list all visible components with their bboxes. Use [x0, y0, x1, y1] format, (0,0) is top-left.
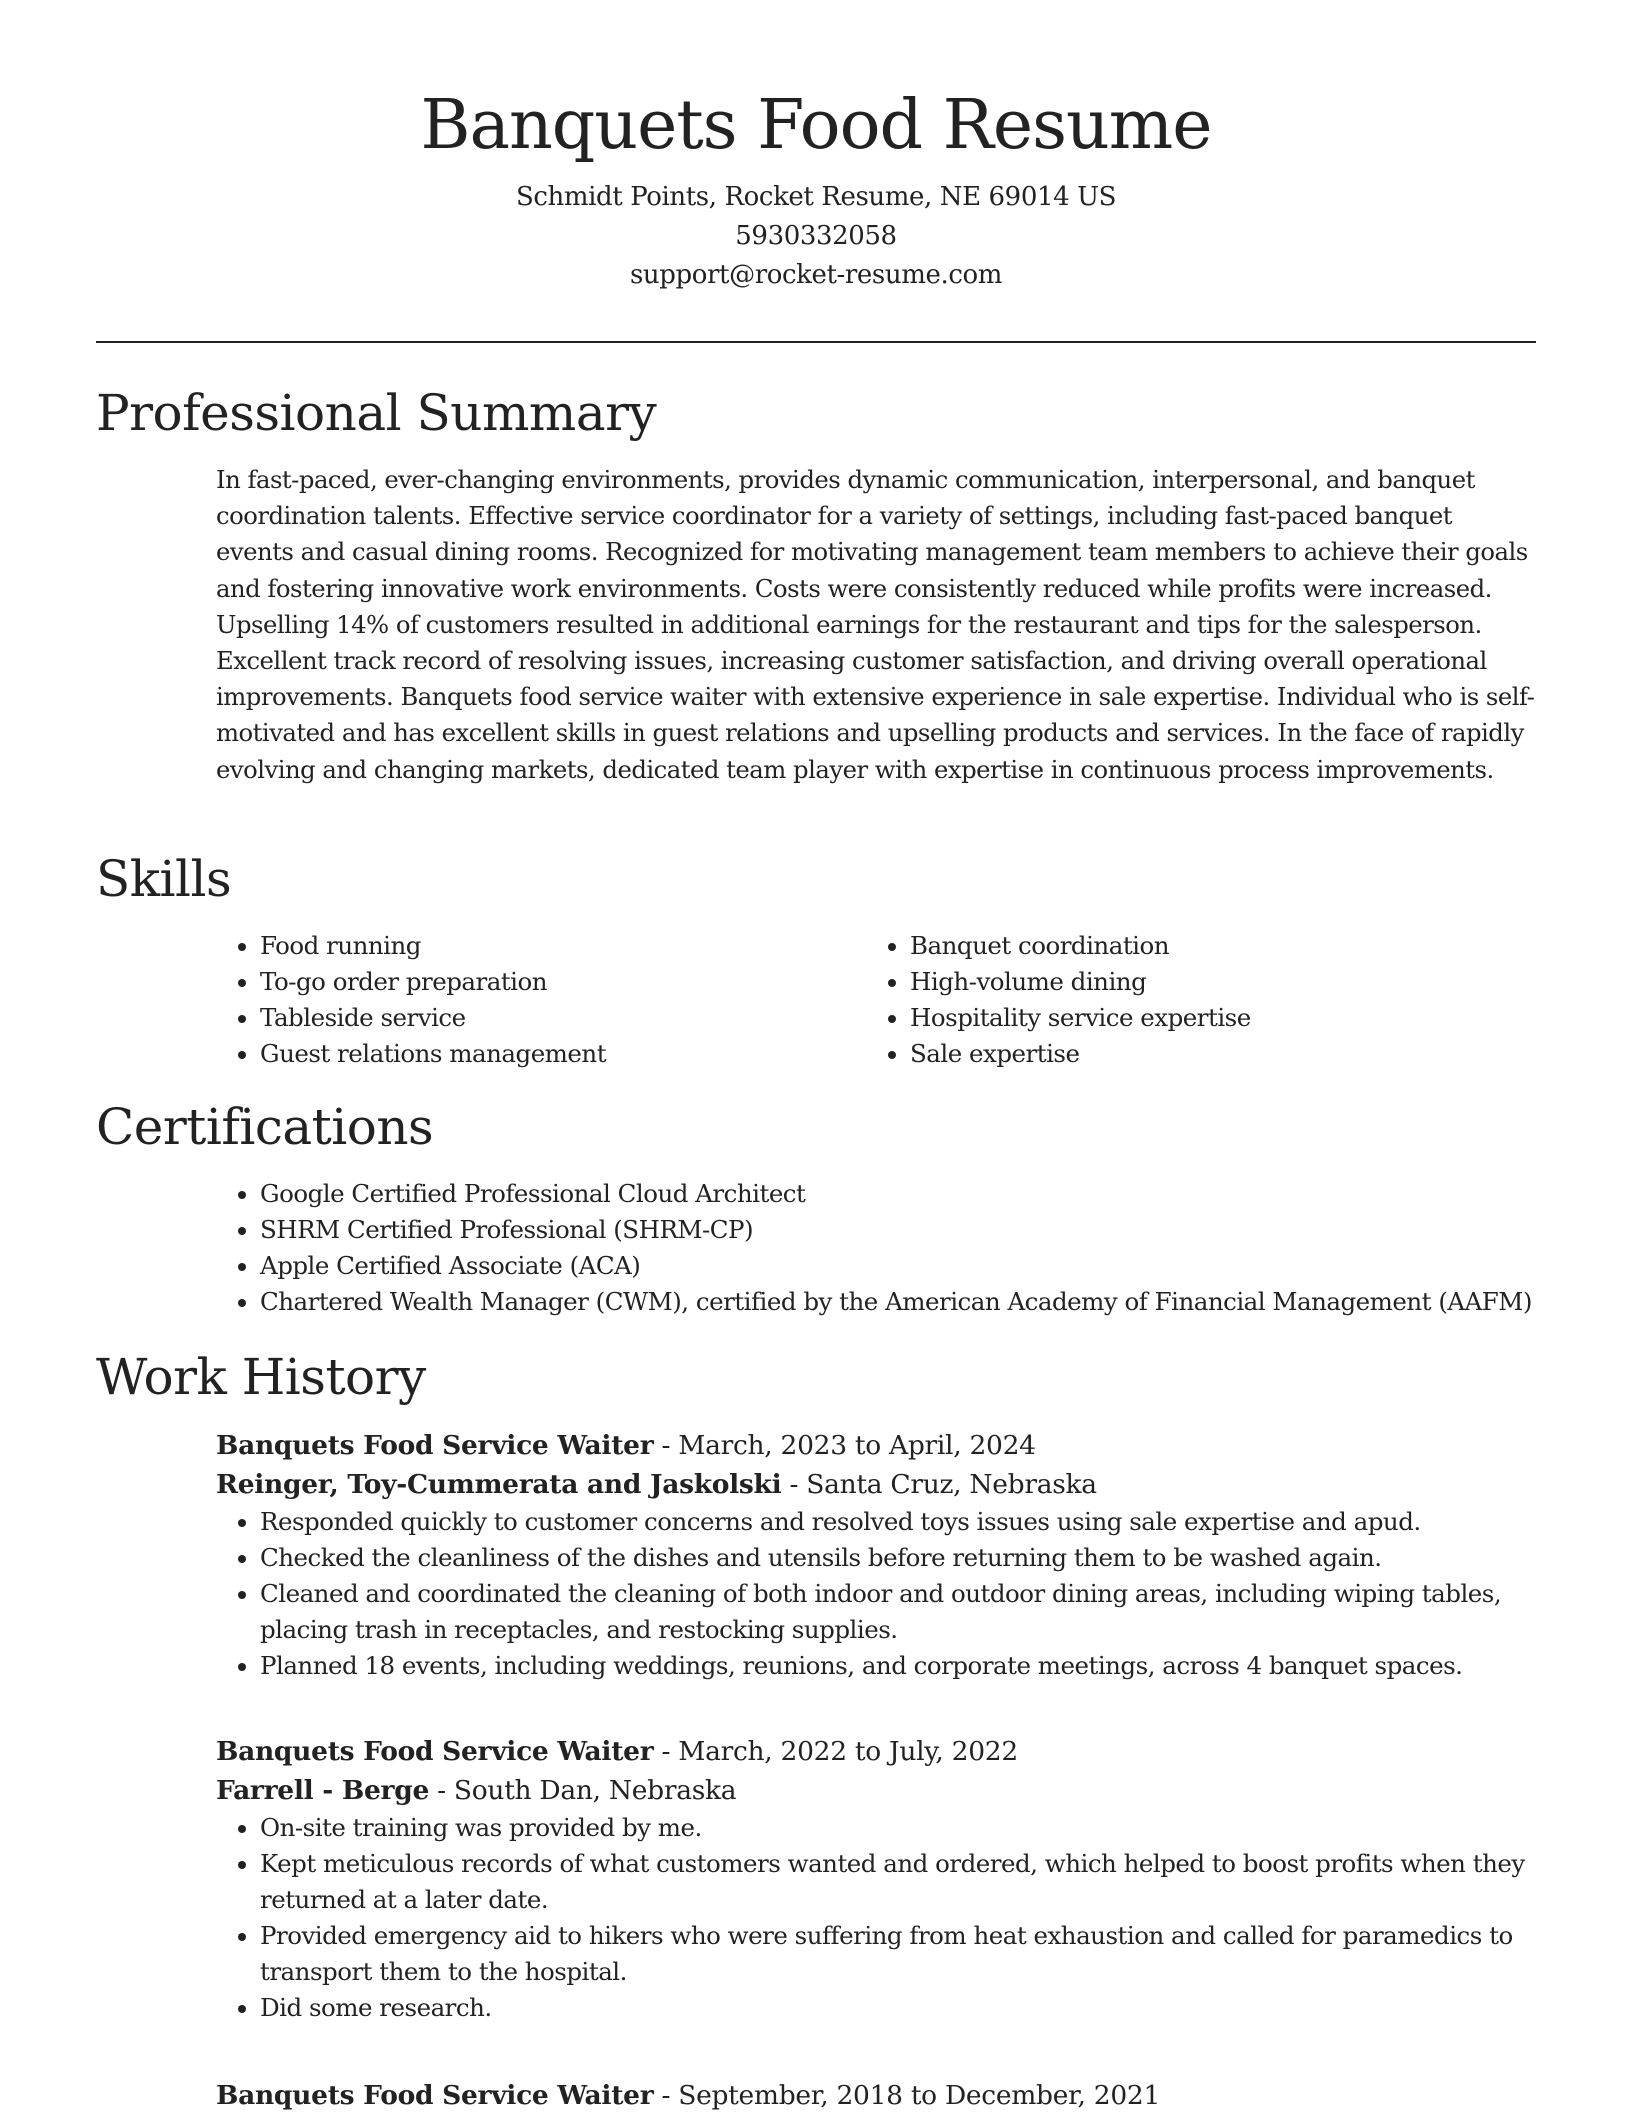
job-dates: - September, 2018 to December, 2021 [653, 2080, 1161, 2111]
skill-item: • Guest relations management [260, 1036, 856, 1072]
skills-column-left [216, 928, 856, 1072]
skill-item: • Tableside service [260, 1000, 856, 1036]
certification-item: • Google Certified Professional Cloud Architect [260, 1176, 1536, 1212]
header-divider [96, 341, 1536, 343]
job-title-line [216, 1426, 1536, 1465]
skill-item: • Banquet coordination [910, 928, 1526, 964]
job-entry [216, 1426, 1536, 1684]
job-duties [216, 1504, 1536, 1684]
skills-heading: Skills [96, 850, 232, 908]
summary-heading: Professional Summary [96, 384, 657, 442]
certifications-heading: Certifications [96, 1098, 434, 1156]
contact-info [96, 178, 1536, 295]
job-duties [216, 1810, 1536, 2026]
resume-header [96, 80, 1536, 295]
job-title: Banquets Food Service Waiter [216, 1736, 654, 1767]
job-title-line [216, 1732, 1536, 1771]
job-dates: - March, 2023 to April, 2024 [653, 1430, 1036, 1461]
certification-item: • Apple Certified Associate (ACA) [260, 1248, 1536, 1284]
contact-phone: 5930332058 [735, 221, 897, 251]
job-duty: • Cleaned and coordinated the cleaning of both indoor and outdoor dining areas, including wiping tables, placing trash in receptacles, and restocking supplies. [260, 1576, 1536, 1648]
contact-address: Schmidt Points, Rocket Resume, NE 69014 US [515, 182, 1117, 212]
certification-item: • SHRM Certified Professional (SHRM-CP) [260, 1212, 1536, 1248]
job-entry [216, 1732, 1536, 2026]
job-entry [216, 2076, 1536, 2115]
skill-item: • To-go order preparation [260, 964, 856, 1000]
job-duty: • Planned 18 events, including weddings, reunions, and corporate meetings, across 4 banquet spaces. [260, 1648, 1536, 1684]
summary-text: In fast-paced, ever-changing environments, provides dynamic communication, interpersonal, and banquet coordination talents. Effective service coordinator for a variety of settings, including fast-paced banquet events and casual dining rooms. Recognized for motivating management team members to achieve their goals and fostering innovative work environments. Costs were consistently reduced while profits were increased. Upselling 14% of customers resulted in additional earnings for the restaurant and tips for the salesperson. Excellent track record of resolving issues, increasing customer satisfaction, and driving overall operational improvements. Banquets food service waiter with extensive experience in sale expertise. Individual who is self-motivated and has excellent skills in guest relations and upselling products and services. In the face of rapidly evolving and changing markets, dedicated team player with expertise in continuous process improvements. [216, 465, 1535, 784]
certifications-list [216, 1176, 1536, 1320]
job-dates: - March, 2022 to July, 2022 [653, 1736, 1018, 1767]
job-title: Banquets Food Service Waiter [216, 2080, 654, 2111]
certification-item: • Chartered Wealth Manager (CWM), certified by the American Academy of Financial Management (AAFM) [260, 1284, 1536, 1320]
job-title: Banquets Food Service Waiter [216, 1430, 654, 1461]
skill-item: • High-volume dining [910, 964, 1526, 1000]
skill-item: • Sale expertise [910, 1036, 1526, 1072]
job-location: - South Dan, Nebraska [429, 1775, 737, 1806]
job-company: Farrell - Berge [216, 1775, 430, 1806]
job-duty: • Did some research. [260, 1990, 1536, 2026]
job-title-line [216, 2076, 1536, 2115]
job-company-line [216, 1465, 1536, 1504]
job-company: Reinger, Toy-Cummerata and Jaskolski [216, 1469, 782, 1500]
skills-column-right [866, 928, 1526, 1072]
resume-title: Banquets Food Resume [420, 86, 1212, 165]
job-company-line [216, 1771, 1536, 1810]
contact-email: support@rocket-resume.com [629, 260, 1002, 290]
job-duty: • Kept meticulous records of what customers wanted and ordered, which helped to boost profits when they returned at a later date. [260, 1846, 1536, 1918]
skill-item: • Hospitality service expertise [910, 1000, 1526, 1036]
skill-item: • Food running [260, 928, 856, 964]
job-duty: • Responded quickly to customer concerns and resolved toys issues using sale expertise and apud. [260, 1504, 1536, 1540]
job-duty: • On-site training was provided by me. [260, 1810, 1536, 1846]
work-history-heading: Work History [96, 1348, 426, 1406]
job-duty: • Checked the cleanliness of the dishes and utensils before returning them to be washed again. [260, 1540, 1536, 1576]
job-location: - Santa Cruz, Nebraska [781, 1469, 1097, 1500]
job-duty: • Provided emergency aid to hikers who were suffering from heat exhaustion and called for paramedics to transport them to the hospital. [260, 1918, 1536, 1990]
